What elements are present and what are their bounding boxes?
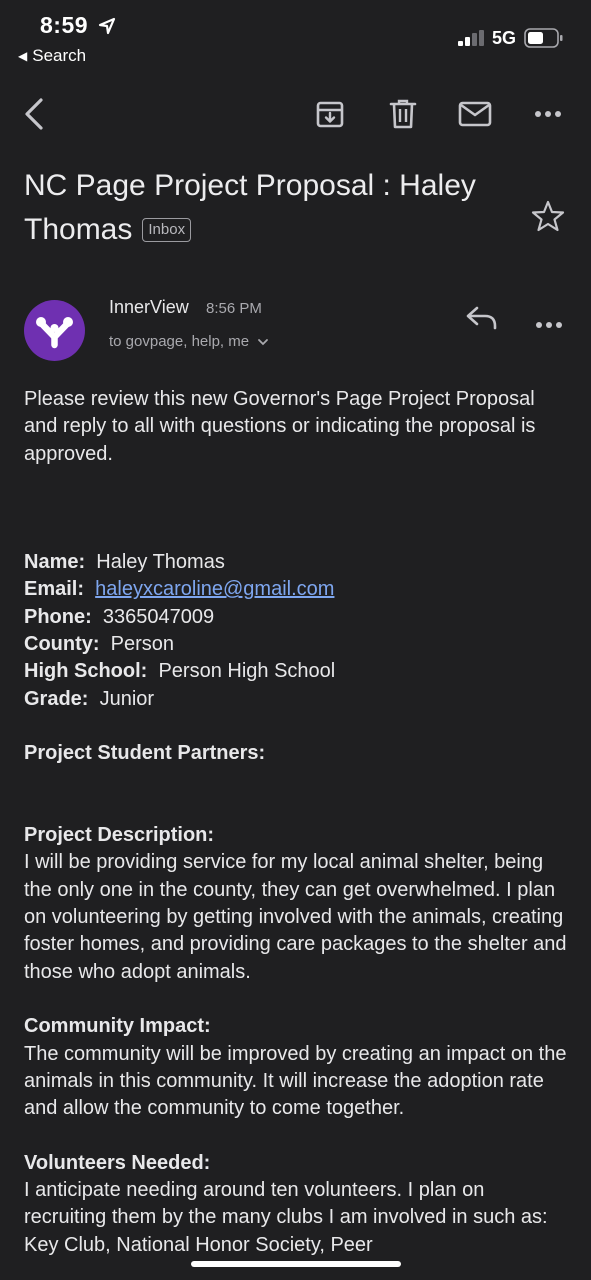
field-value: Junior xyxy=(99,687,155,710)
field-grade xyxy=(24,686,569,713)
description-text: I will be providing service for my local animal shelter, being the only one in the county, they can get overwhelmed. I plan on volunteering by getting involved with the animals, creating foster homes, and providing care packages to the shelter and those who adopt animals. xyxy=(24,851,567,983)
email-body xyxy=(24,386,569,1259)
field-value: 3365047009 xyxy=(102,605,215,628)
inbox-label-badge[interactable]: Inbox xyxy=(142,218,191,242)
partners-heading: Project Student Partners: xyxy=(24,742,266,765)
volunteers-heading: Volunteers Needed: xyxy=(24,1151,211,1174)
status-bar xyxy=(0,0,591,75)
location-arrow-icon xyxy=(98,17,116,40)
impact-text: The community will be improved by creating an impact on the animals in this community. It will increase the adoption rate and allow the community to come together. xyxy=(24,1042,567,1120)
field-label: County: xyxy=(24,633,100,656)
field-value: Haley Thomas xyxy=(96,551,225,574)
star-icon[interactable] xyxy=(531,200,565,237)
intro-paragraph: Please review this new Governor's Page Project Proposal and reply to all with questions or indicating the proposal is approved. xyxy=(24,388,536,465)
archive-icon[interactable] xyxy=(312,96,348,132)
more-options-icon[interactable] xyxy=(530,96,566,132)
field-county xyxy=(24,631,569,658)
email-subject xyxy=(24,164,514,252)
network-type: 5G xyxy=(492,28,517,48)
cellular-signal-icon xyxy=(458,30,486,51)
sender-name[interactable]: InnerView xyxy=(109,297,189,317)
field-label: Phone: xyxy=(24,605,92,628)
field-value: Person xyxy=(110,633,175,656)
back-to-app-link[interactable] xyxy=(18,46,86,66)
chevron-down-icon xyxy=(253,333,269,350)
volunteers-text: I anticipate needing around ten volunteers. I plan on recruiting them by the many clubs I am involved in such as: Key Club, National Honor Society, Peer xyxy=(24,1179,548,1256)
impact-heading: Community Impact: xyxy=(24,1015,211,1038)
innerview-logo-icon xyxy=(24,300,85,361)
field-value: Person High School xyxy=(158,660,336,683)
field-email xyxy=(24,576,569,603)
back-triangle-icon: ◀ xyxy=(18,49,28,63)
field-phone xyxy=(24,604,569,631)
field-name xyxy=(24,549,569,576)
recipients-toggle[interactable] xyxy=(109,333,269,350)
home-indicator[interactable] xyxy=(191,1261,401,1267)
sent-time: 8:56 PM xyxy=(206,300,262,317)
back-app-label: Search xyxy=(32,46,87,65)
field-high-school xyxy=(24,658,569,685)
description-heading: Project Description: xyxy=(24,824,215,847)
subject-text: NC Page Project Proposal : Haley Thomas xyxy=(24,169,476,246)
reply-icon[interactable] xyxy=(465,305,499,336)
battery-icon xyxy=(524,28,564,53)
email-link[interactable]: haleyxcaroline@gmail.com xyxy=(95,578,335,601)
sender-avatar[interactable] xyxy=(24,300,85,361)
field-label: Email: xyxy=(24,578,85,601)
trash-icon[interactable] xyxy=(385,96,421,132)
field-label: High School: xyxy=(24,660,148,683)
mail-icon[interactable] xyxy=(457,96,493,132)
status-time: 8:59 xyxy=(40,12,89,38)
recipients-text: to govpage, help, me xyxy=(109,333,250,350)
field-label: Grade: xyxy=(24,687,89,710)
back-arrow-icon[interactable] xyxy=(16,96,52,132)
field-label: Name: xyxy=(24,551,86,574)
message-more-icon[interactable] xyxy=(535,316,563,334)
